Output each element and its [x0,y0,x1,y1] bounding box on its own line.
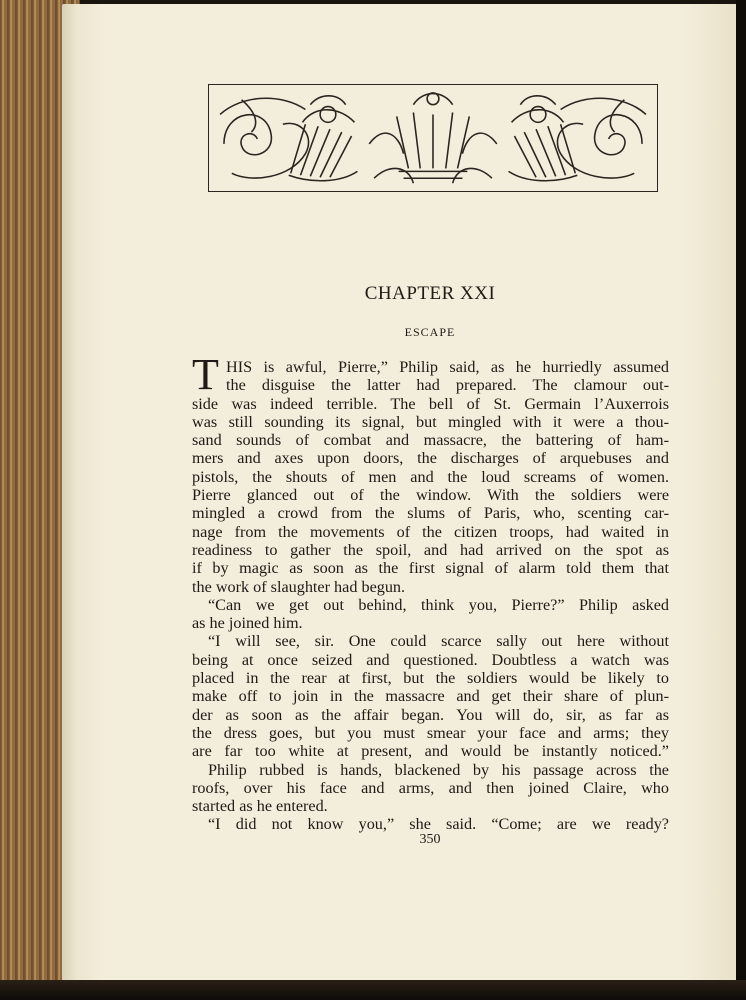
text-line: roofs, over his face and arms, and then joined Claire, who [192,778,669,797]
text-line: “Can we get out behind, think you, Pierre?” Philip asked [208,595,669,614]
text-line: are far too white at present, and would be instantly noticed.” [192,742,669,761]
text-line: the work of slaughter had begun. [192,577,406,596]
body-text [192,358,669,834]
drop-cap: T [192,350,219,399]
text-line: HIS is awful, Pierre,” Philip said, as he hurriedly assumed [226,358,669,376]
text-line: “I will see, sir. One could scarce sally out here without [208,632,669,651]
text-line: mingled a crowd from the slums of Paris, who, scenting car- [192,504,669,523]
text-line: side was indeed terrible. The bell of St. Germain l’Auxerrois [192,394,669,413]
text-line: was still sounding its signal, but mingled with it were a thou- [192,412,669,431]
text-line: der as soon as the affair began. You will do, sir, as far as [192,705,669,724]
text-line: readiness to gather the spoil, and had arrived on the spot as [192,540,669,559]
text-line: the dress goes, but you must smear your face and arms; they [192,723,669,742]
decorative-headpiece [208,84,658,192]
chapter-title: CHAPTER XXI [364,283,496,304]
text-line: Pierre glanced out of the window. With the soldiers were [192,486,669,505]
text-line: Philip rubbed is hands, blackened by his passage across the [208,760,669,779]
text-line: started as he entered. [192,797,328,816]
background-strip [736,0,746,1000]
text-line: being at once seized and questioned. Doubtless a watch was [192,650,669,669]
text-line: as he joined him. [192,614,303,633]
text-line: if by magic as soon as the first signal of alarm told them that [192,559,669,578]
text-line: placed in the rear at first, but the soldiers would be likely to [192,669,669,688]
text-line: make off to join in the massacre and get their share of plun- [192,687,669,706]
text-line: “I did not know you,” she said. “Come; are we ready? [208,815,669,834]
text-line: sand sounds of combat and massacre, the battering of ham- [192,431,669,450]
book-cover-bottom [0,980,746,1000]
ornament-scroll-icon [209,85,657,191]
page-number: 350 [419,832,441,847]
text-line: mers and axes upon doors, the discharges of arquebuses and [192,449,669,468]
chapter-subtitle: ESCAPE [404,325,456,339]
text-line: pistols, the shouts of men and the loud screams of women. [192,467,669,486]
text-line: the disguise the latter had prepared. The clamour out- [226,376,669,395]
text-line: nage from the movements of the citizen troops, had waited in [192,522,669,541]
